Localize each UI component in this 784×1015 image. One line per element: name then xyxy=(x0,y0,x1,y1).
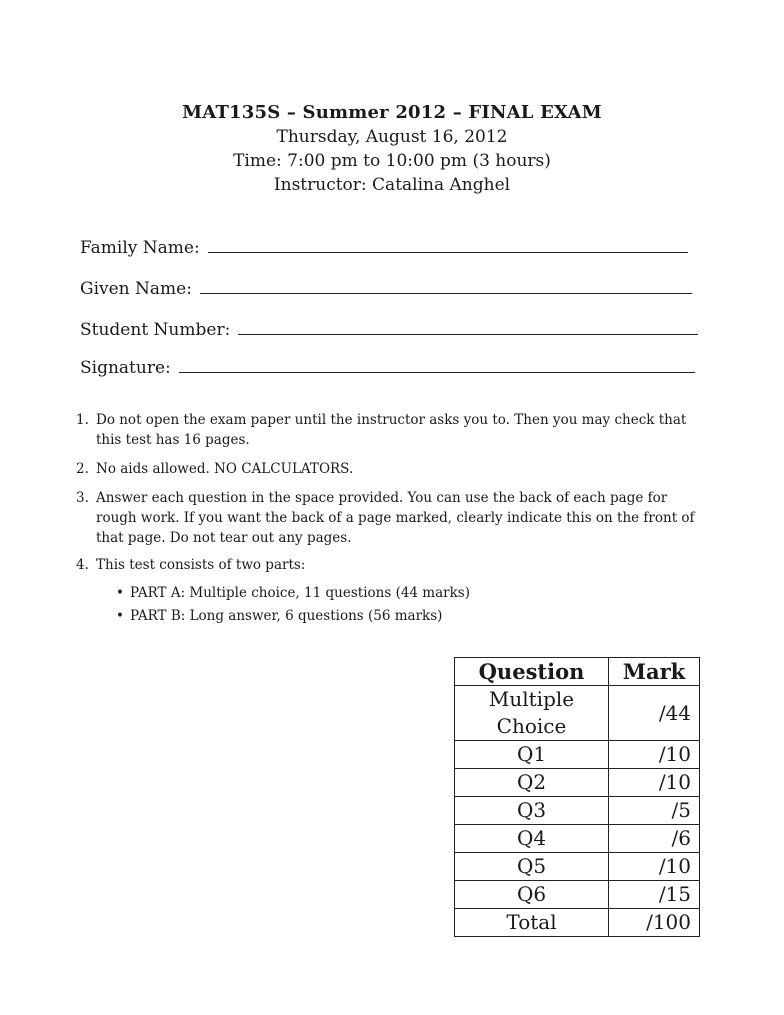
signature-field xyxy=(80,358,695,378)
given-name-label: Given Name: xyxy=(80,279,192,299)
marks-table xyxy=(454,657,700,937)
table-row-total xyxy=(455,909,700,937)
family-name-blank[interactable] xyxy=(208,251,688,253)
question-cell: Multiple Choice xyxy=(455,686,609,741)
question-cell: Total xyxy=(455,909,609,937)
instruction-text: Do not open the exam paper until the instructor asks you to. Then you may check that this test has 16 pages. xyxy=(96,412,687,448)
mark-cell: /10 xyxy=(609,769,700,797)
given-name-field xyxy=(80,279,692,299)
table-row xyxy=(455,825,700,853)
table-row xyxy=(455,853,700,881)
question-cell: Q1 xyxy=(455,741,609,769)
mark-cell: /44 xyxy=(609,686,700,741)
question-column-header: Question xyxy=(455,658,609,686)
exam-header xyxy=(0,100,784,197)
instruction-number: 3. xyxy=(76,490,89,506)
part-a-text: PART A: Multiple choice, 11 questions (44 marks) xyxy=(130,585,470,601)
part-b-item xyxy=(116,606,442,626)
table-row xyxy=(455,686,700,741)
question-cell: Q6 xyxy=(455,881,609,909)
student-number-field xyxy=(80,320,698,340)
marks-table-header xyxy=(455,658,700,686)
student-number-label: Student Number: xyxy=(80,320,231,340)
question-cell: Q5 xyxy=(455,853,609,881)
table-row xyxy=(455,797,700,825)
table-row xyxy=(455,741,700,769)
mark-cell: /10 xyxy=(609,853,700,881)
instruction-text: Answer each question in the space provided. You can use the back of each page for rough work. If you want the back of a page marked, clearly indicate this on the front of that page. Do not tear out any pages. xyxy=(96,490,695,546)
question-cell: Q2 xyxy=(455,769,609,797)
instruction-text: No aids allowed. NO CALCULATORS. xyxy=(96,461,354,477)
family-name-field xyxy=(80,238,688,258)
student-number-blank[interactable] xyxy=(238,333,698,335)
part-a-item xyxy=(116,583,470,603)
table-row xyxy=(455,881,700,909)
family-name-label: Family Name: xyxy=(80,238,200,258)
bullet-icon: • xyxy=(116,608,124,624)
mark-cell: /6 xyxy=(609,825,700,853)
exam-date: Thursday, August 16, 2012 xyxy=(276,127,508,147)
signature-label: Signature: xyxy=(80,358,171,378)
mark-cell: /5 xyxy=(609,797,700,825)
exam-instructor: Instructor: Catalina Anghel xyxy=(273,175,511,195)
signature-blank[interactable] xyxy=(179,371,695,373)
table-row xyxy=(455,769,700,797)
question-cell: Q4 xyxy=(455,825,609,853)
exam-time: Time: 7:00 pm to 10:00 pm (3 hours) xyxy=(233,151,551,171)
instruction-text: This test consists of two parts: xyxy=(96,557,306,573)
part-b-text: PART B: Long answer, 6 questions (56 marks) xyxy=(130,608,443,624)
mark-cell: /15 xyxy=(609,881,700,909)
mark-column-header: Mark xyxy=(609,658,700,686)
given-name-blank[interactable] xyxy=(200,292,692,294)
instruction-number: 2. xyxy=(76,461,89,477)
question-cell: Q3 xyxy=(455,797,609,825)
bullet-icon: • xyxy=(116,585,124,601)
mark-cell: /10 xyxy=(609,741,700,769)
mark-cell: /100 xyxy=(609,909,700,937)
instruction-number: 4. xyxy=(76,557,89,573)
exam-title: MAT135S – Summer 2012 – FINAL EXAM xyxy=(182,102,602,123)
instruction-number: 1. xyxy=(76,412,89,428)
